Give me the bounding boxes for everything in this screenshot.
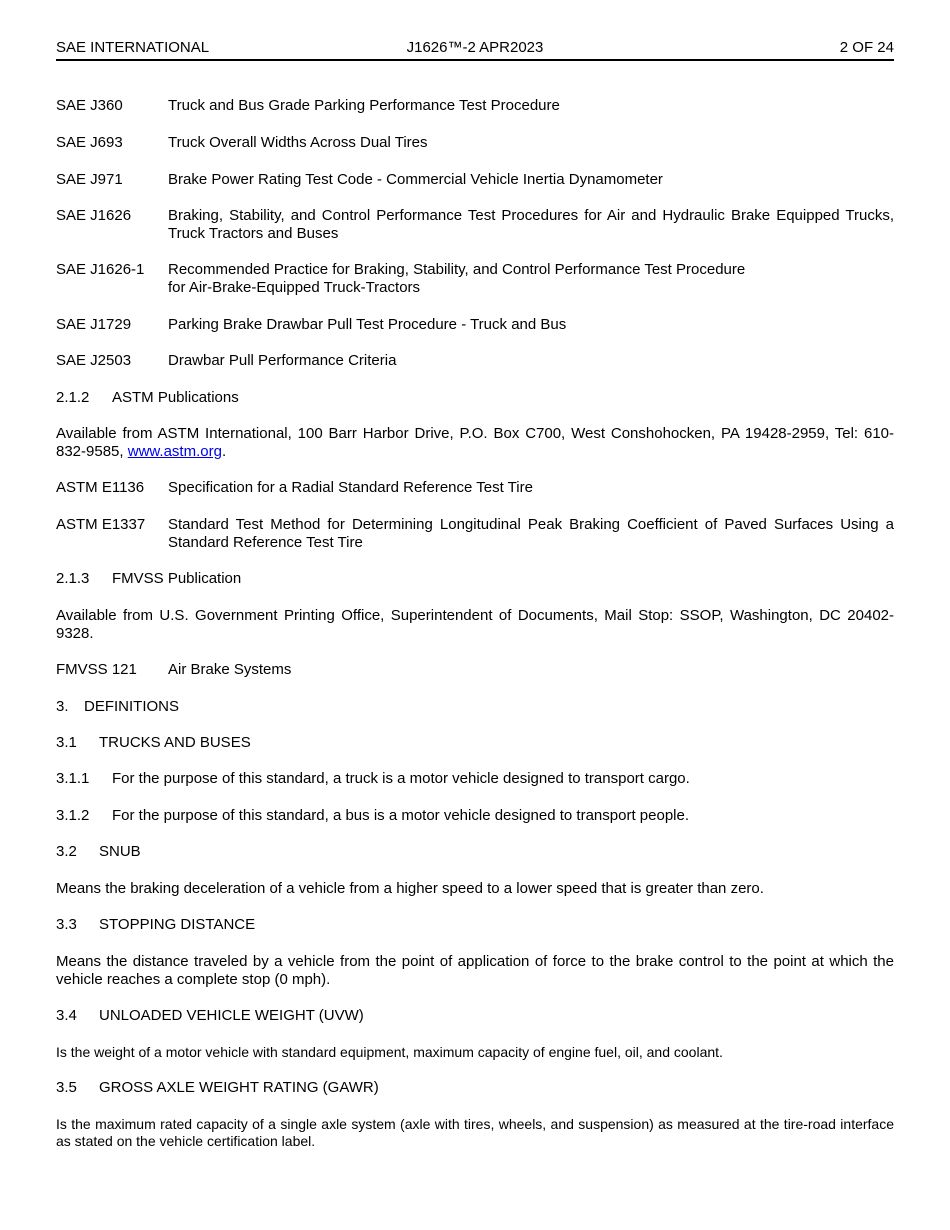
section-number: 3.5 [56, 1079, 77, 1096]
reference-code: ASTM E1136 [56, 479, 145, 496]
section-heading [56, 698, 894, 716]
reference-title-line: for Air-Brake-Equipped Truck-Tractors [168, 279, 421, 296]
availability-paragraph [56, 425, 894, 461]
section-heading [56, 570, 894, 588]
reference-title-line: Recommended Practice for Braking, Stability, and Control Performance Test Procedure [168, 261, 746, 278]
reference-title: Truck Overall Widths Across Dual Tires [168, 134, 428, 151]
reference-title: Brake Power Rating Test Code - Commercial Vehicle Inertia Dynamometer [168, 171, 663, 188]
reference-entry [56, 134, 894, 152]
section-heading [56, 843, 894, 861]
definition-paragraph: Is the maximum rated capacity of a single axle system (axle with tires, wheels, and suspension) as measured at the tire-road interface as stated on the vehicle certification label. [56, 1116, 894, 1149]
section-title: STOPPING DISTANCE [99, 916, 256, 933]
reference-title: Drawbar Pull Performance Criteria [168, 352, 397, 369]
section-heading [56, 1079, 894, 1097]
section-title: SNUB [99, 843, 141, 860]
section-heading [56, 389, 894, 407]
reference-entry [56, 316, 894, 334]
section-number: 3.4 [56, 1007, 77, 1024]
reference-code: FMVSS 121 [56, 661, 137, 678]
section-title: TRUCKS AND BUSES [99, 734, 251, 751]
reference-title: Parking Brake Drawbar Pull Test Procedure - Truck and Bus [168, 316, 567, 333]
definition-paragraph: Means the braking deceleration of a vehicle from a higher speed to a lower speed that is greater than zero. [56, 880, 764, 897]
reference-code: SAE J1626 [56, 207, 132, 224]
reference-title: Truck and Bus Grade Parking Performance Test Procedure [168, 97, 560, 114]
definition-paragraph: Is the weight of a motor vehicle with standard equipment, maximum capacity of engine fuel, oil, and coolant. [56, 1044, 723, 1060]
reference-code: SAE J360 [56, 97, 123, 114]
reference-code: SAE J1626-1 [56, 261, 145, 278]
astm-website-link[interactable]: www.astm.org [127, 443, 222, 460]
section-number: 3.2 [56, 843, 77, 860]
section-heading [56, 1007, 894, 1025]
section-number: 3.1 [56, 734, 77, 751]
definition-text: For the purpose of this standard, a bus is a motor vehicle designed to transport people. [112, 807, 690, 824]
section-number: 3.1.1 [56, 770, 90, 787]
reference-title: Specification for a Radial Standard Reference Test Tire [168, 479, 533, 496]
page-header [56, 39, 894, 61]
reference-entry [56, 171, 894, 189]
section-number: 3. [56, 698, 69, 715]
availability-paragraph: Available from U.S. Government Printing Office, Superintendent of Documents, Mail Stop: SSOP, Washington, DC 20402-9328. [56, 607, 894, 642]
reference-title [168, 261, 894, 297]
reference-entry [56, 97, 894, 115]
section-heading [56, 734, 894, 752]
reference-code: SAE J2503 [56, 352, 132, 369]
reference-title: Standard Test Method for Determining Longitudinal Peak Braking Coefficient of Paved Surfaces Using a Standard Reference Test Tire [168, 516, 894, 551]
section-title: ASTM Publications [112, 389, 239, 406]
definition-paragraph: Means the distance traveled by a vehicle from the point of application of force to the brake control to the point at which the vehicle reaches a complete stop (0 mph). [56, 953, 894, 988]
reference-code: ASTM E1337 [56, 516, 146, 533]
reference-entry [56, 516, 894, 552]
reference-entry [56, 479, 894, 497]
section-number: 2.1.3 [56, 570, 90, 587]
reference-code: SAE J971 [56, 171, 123, 188]
header-doc-id: J1626™-2 APR2023 [406, 39, 544, 56]
reference-entry [56, 207, 894, 243]
section-number: 2.1.2 [56, 389, 90, 406]
reference-code: SAE J693 [56, 134, 123, 151]
reference-entry [56, 661, 894, 679]
reference-code: SAE J1729 [56, 316, 132, 333]
definition-text: For the purpose of this standard, a truck is a motor vehicle designed to transport cargo. [112, 770, 690, 787]
section-number: 3.3 [56, 916, 77, 933]
section-title: GROSS AXLE WEIGHT RATING (GAWR) [99, 1079, 379, 1096]
availability-text: Available from ASTM International, 100 Barr Harbor Drive, P.O. Box C700, West Conshohocken, PA 19428-2959, Tel: 610-832-9585, [56, 425, 894, 460]
header-page-number: 2 OF 24 [839, 39, 894, 56]
reference-title: Air Brake Systems [168, 661, 292, 678]
reference-entry [56, 261, 894, 297]
section-title: DEFINITIONS [84, 698, 180, 715]
definition-item [56, 807, 894, 825]
section-title: UNLOADED VEHICLE WEIGHT (UVW) [99, 1007, 364, 1024]
section-number: 3.1.2 [56, 807, 90, 824]
reference-entry [56, 352, 894, 370]
availability-text-end: . [221, 443, 227, 460]
reference-title: Braking, Stability, and Control Performance Test Procedures for Air and Hydraulic Brake Equipped Trucks, Truck Tractors and Buses [168, 207, 894, 242]
definition-item [56, 770, 894, 788]
section-heading [56, 916, 894, 934]
header-org: SAE INTERNATIONAL [56, 39, 210, 56]
section-title: FMVSS Publication [112, 570, 242, 587]
